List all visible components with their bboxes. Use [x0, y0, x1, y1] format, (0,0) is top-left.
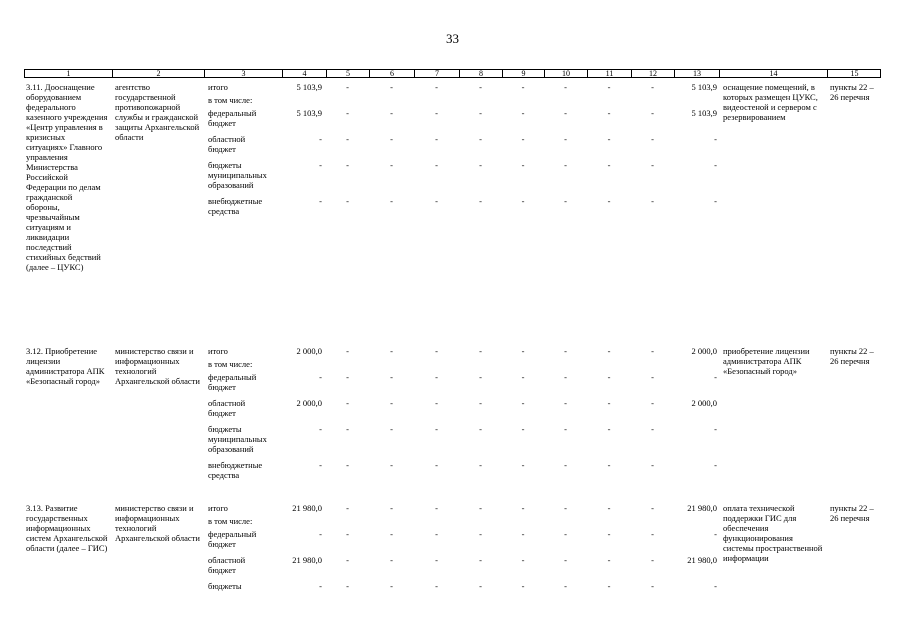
empty-year-value: - [435, 460, 438, 470]
funding-source-label: итого [208, 503, 228, 513]
empty-year-value: - [346, 372, 349, 382]
reference: пункты 22 – 26 перечня [830, 503, 874, 523]
empty-year-value: - [607, 108, 611, 118]
funding-source-label: внебюджетные средства [208, 196, 263, 216]
empty-year-value: - [607, 503, 611, 513]
empty-year-value: - [346, 160, 349, 170]
empty-year-value: - [521, 196, 525, 206]
empty-year-value: - [390, 82, 393, 92]
empty-year-value: - [564, 424, 567, 434]
col13-value: - [714, 372, 717, 382]
empty-year-value: - [390, 108, 393, 118]
empty-year-value: - [390, 196, 393, 206]
funding-source-label: итого [208, 82, 228, 92]
total-value: - [319, 581, 322, 591]
funding-source-label: федеральный бюджет [208, 372, 257, 392]
empty-year-value: - [479, 581, 482, 591]
empty-year-value: - [435, 398, 438, 408]
empty-year-value: - [390, 555, 393, 565]
funding-source-label: областной бюджет [208, 555, 246, 575]
empty-year-value: - [521, 398, 525, 408]
empty-year-value: - [651, 82, 654, 92]
empty-year-value: - [435, 346, 438, 356]
header-cell-8: 8 [460, 70, 503, 78]
empty-year-value: - [564, 346, 567, 356]
empty-year-value: - [651, 398, 654, 408]
empty-year-value: - [564, 529, 567, 539]
col13-value: - [714, 160, 717, 170]
col13-value: - [714, 529, 717, 539]
empty-year-value: - [435, 372, 438, 382]
col13-value: - [714, 460, 717, 470]
empty-year-value: - [607, 134, 611, 144]
empty-year-value: - [435, 503, 438, 513]
empty-year-value: - [651, 134, 654, 144]
empty-year-value: - [479, 346, 482, 356]
empty-year-value: - [390, 529, 393, 539]
header-cell-4: 4 [283, 70, 327, 78]
empty-year-value: - [564, 160, 567, 170]
empty-year-value: - [607, 460, 611, 470]
executor: министерство связи и информационных технологий Архангельской области [115, 346, 200, 386]
empty-year-value: - [390, 581, 393, 591]
funding-source-label: бюджеты [208, 581, 242, 591]
empty-year-value: - [479, 108, 482, 118]
empty-year-value: - [607, 398, 611, 408]
executor: агентство государственной противопожарной службы и гражданской защиты Архангельской области [115, 82, 200, 142]
header-cell-3: 3 [205, 70, 283, 78]
total-value: 2 000,0 [296, 398, 322, 408]
empty-year-value: - [651, 160, 654, 170]
empty-year-value: - [564, 196, 567, 206]
empty-year-value: - [479, 196, 482, 206]
expected-result: оплата технической поддержки ГИС для обеспечения функционирования системы пространственной информации [723, 503, 823, 563]
empty-year-value: - [435, 424, 438, 434]
funding-source-label: в том числе: [208, 95, 253, 105]
header-cell-11: 11 [588, 70, 632, 78]
empty-year-value: - [435, 581, 438, 591]
empty-year-value: - [521, 424, 525, 434]
empty-year-value: - [390, 460, 393, 470]
total-value: 5 103,9 [296, 82, 322, 92]
empty-year-value: - [479, 82, 482, 92]
empty-year-value: - [521, 108, 525, 118]
measure-name: 3.13. Развитие государственных информационных систем Архангельской области (далее – ГИС) [26, 503, 108, 553]
funding-source-label: в том числе: [208, 359, 253, 369]
total-value: - [319, 424, 322, 434]
empty-year-value: - [346, 108, 349, 118]
empty-year-value: - [651, 503, 654, 513]
total-value: - [319, 134, 322, 144]
expected-result: приобретение лицензии администратора АПК «Безопасный город» [723, 346, 810, 376]
empty-year-value: - [346, 196, 349, 206]
empty-year-value: - [521, 555, 525, 565]
empty-year-value: - [346, 503, 349, 513]
total-value: 2 000,0 [296, 346, 322, 356]
col13-value: 21 980,0 [687, 555, 717, 565]
empty-year-value: - [479, 160, 482, 170]
col13-value: - [714, 134, 717, 144]
empty-year-value: - [521, 581, 525, 591]
measure-name: 3.12. Приобретение лицензии администратора АПК «Безопасный город» [26, 346, 105, 386]
empty-year-value: - [346, 346, 349, 356]
empty-year-value: - [435, 160, 438, 170]
empty-year-value: - [390, 503, 393, 513]
header-cell-5: 5 [327, 70, 370, 78]
empty-year-value: - [564, 460, 567, 470]
empty-year-value: - [390, 346, 393, 356]
empty-year-value: - [435, 134, 438, 144]
empty-year-value: - [479, 398, 482, 408]
funding-source-label: итого [208, 346, 228, 356]
empty-year-value: - [346, 134, 349, 144]
empty-year-value: - [521, 460, 525, 470]
empty-year-value: - [651, 372, 654, 382]
funding-source-label: в том числе: [208, 516, 253, 526]
col13-value: - [714, 424, 717, 434]
funding-source-label: внебюджетные средства [208, 460, 263, 480]
table-header-row [24, 69, 881, 78]
expected-result: оснащение помещений, в которых размещен ЦУКС, видеостеной и сервером с резервированием [723, 82, 818, 122]
empty-year-value: - [651, 424, 654, 434]
empty-year-value: - [435, 196, 438, 206]
total-value: - [319, 196, 322, 206]
empty-year-value: - [651, 108, 654, 118]
empty-year-value: - [521, 134, 525, 144]
total-value: - [319, 460, 322, 470]
empty-year-value: - [521, 372, 525, 382]
empty-year-value: - [564, 555, 567, 565]
empty-year-value: - [479, 134, 482, 144]
empty-year-value: - [564, 108, 567, 118]
empty-year-value: - [607, 346, 611, 356]
header-cell-13: 13 [675, 70, 720, 78]
page-number: 33 [446, 31, 459, 46]
empty-year-value: - [390, 424, 393, 434]
empty-year-value: - [651, 555, 654, 565]
empty-year-value: - [564, 503, 567, 513]
empty-year-value: - [346, 581, 349, 591]
col13-value: 2 000,0 [691, 398, 717, 408]
empty-year-value: - [564, 581, 567, 591]
empty-year-value: - [390, 160, 393, 170]
empty-year-value: - [607, 424, 611, 434]
empty-year-value: - [651, 196, 654, 206]
empty-year-value: - [521, 346, 525, 356]
empty-year-value: - [607, 581, 611, 591]
col13-value: - [714, 581, 717, 591]
empty-year-value: - [564, 398, 567, 408]
empty-year-value: - [479, 372, 482, 382]
empty-year-value: - [479, 555, 482, 565]
empty-year-value: - [479, 460, 482, 470]
empty-year-value: - [521, 529, 525, 539]
empty-year-value: - [607, 196, 611, 206]
total-value: 21 980,0 [292, 503, 322, 513]
funding-source-label: бюджеты муниципальных образований [208, 160, 267, 190]
reference: пункты 22 – 26 перечня [830, 346, 874, 366]
measure-name: 3.11. Дооснащение оборудованием федерального казенного учреждения «Центр управления в кризисных ситуациях» Главного управления Министерства Российской Федерации по делам гражданской обороны, чрезвычайным ситуациям и ликвидации последствий стихийных бедствий (далее – ЦУКС) [26, 82, 108, 272]
empty-year-value: - [607, 82, 611, 92]
empty-year-value: - [346, 398, 349, 408]
total-value: 5 103,9 [296, 108, 322, 118]
empty-year-value: - [651, 346, 654, 356]
total-value: - [319, 529, 322, 539]
col13-value: - [714, 196, 717, 206]
empty-year-value: - [607, 372, 611, 382]
empty-year-value: - [479, 529, 482, 539]
header-cell-9: 9 [503, 70, 545, 78]
total-value: - [319, 372, 322, 382]
empty-year-value: - [521, 160, 525, 170]
empty-year-value: - [521, 503, 525, 513]
total-value: - [319, 160, 322, 170]
empty-year-value: - [564, 134, 567, 144]
header-cell-2: 2 [113, 70, 205, 78]
empty-year-value: - [435, 555, 438, 565]
empty-year-value: - [651, 581, 654, 591]
empty-year-value: - [390, 134, 393, 144]
empty-year-value: - [607, 555, 611, 565]
col13-value: 5 103,9 [691, 108, 717, 118]
empty-year-value: - [346, 424, 349, 434]
empty-year-value: - [564, 82, 567, 92]
funding-source-label: областной бюджет [208, 398, 246, 418]
empty-year-value: - [607, 160, 611, 170]
empty-year-value: - [390, 372, 393, 382]
total-value: 21 980,0 [292, 555, 322, 565]
funding-source-label: федеральный бюджет [208, 108, 257, 128]
col13-value: 5 103,9 [691, 82, 717, 92]
funding-source-label: областной бюджет [208, 134, 246, 154]
empty-year-value: - [435, 108, 438, 118]
empty-year-value: - [479, 503, 482, 513]
header-cell-12: 12 [632, 70, 675, 78]
empty-year-value: - [651, 529, 654, 539]
col13-value: 21 980,0 [687, 503, 717, 513]
empty-year-value: - [346, 460, 349, 470]
header-cell-15: 15 [850, 69, 859, 78]
reference: пункты 22 – 26 перечня [830, 82, 874, 102]
header-cell-10: 10 [545, 70, 588, 78]
funding-source-label: бюджеты муниципальных образований [208, 424, 267, 454]
empty-year-value: - [651, 460, 654, 470]
empty-year-value: - [390, 398, 393, 408]
empty-year-value: - [607, 529, 611, 539]
empty-year-value: - [564, 372, 567, 382]
header-cell-6: 6 [370, 70, 415, 78]
header-cell-14: 14 [720, 70, 828, 78]
header-cell-1: 1 [25, 70, 113, 78]
empty-year-value: - [346, 555, 349, 565]
empty-year-value: - [479, 424, 482, 434]
empty-year-value: - [435, 529, 438, 539]
empty-year-value: - [435, 82, 438, 92]
funding-source-label: федеральный бюджет [208, 529, 257, 549]
empty-year-value: - [346, 529, 349, 539]
col13-value: 2 000,0 [691, 346, 717, 356]
header-cell-7: 7 [415, 70, 460, 78]
empty-year-value: - [346, 82, 349, 92]
empty-year-value: - [521, 82, 525, 92]
executor: министерство связи и информационных технологий Архангельской области [115, 503, 200, 543]
